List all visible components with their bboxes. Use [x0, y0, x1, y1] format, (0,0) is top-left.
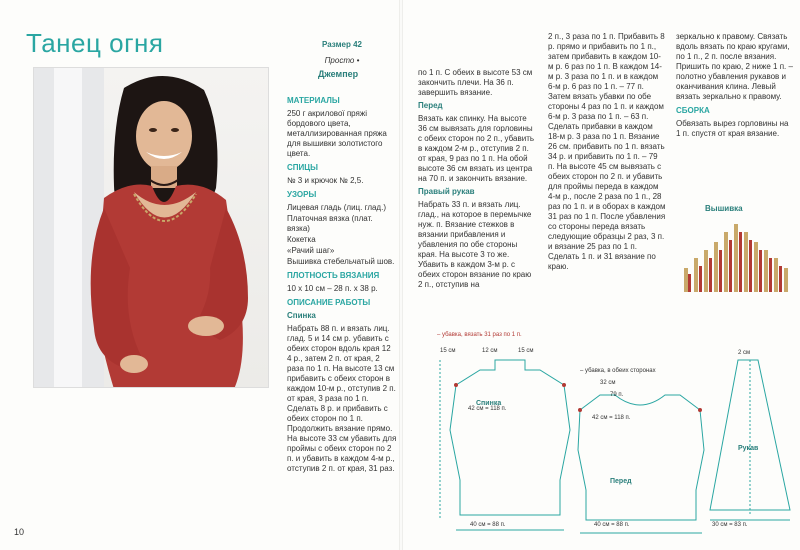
instructions-column-2	[418, 68, 536, 293]
front-diagram-label: Перед	[610, 478, 632, 485]
back-diagram-label: Спинка	[476, 400, 502, 407]
pattern-item: Кокетка	[287, 235, 316, 244]
density-heading: ПЛОТНОСТЬ ВЯЗАНИЯ	[287, 271, 380, 280]
sleeve-title: Правый рукав	[418, 187, 475, 196]
sleeve-dim: 2 см	[738, 350, 751, 356]
page-gutter	[399, 0, 403, 550]
pattern-item: Вышивка стебельчатый шов.	[287, 257, 395, 266]
materials-text: 250 г акрилової пряжі бордового цвета, металлизированная пряжа для вышивки золотистого цвета.	[287, 109, 387, 158]
sleeve-text: Набрать 33 п. и вязать лиц. глад., на которое в перемычке нуж. п. Вязание стежков в вязании прибавления и убавления по обе стороны края. На высоте 3 то же. Убавить в каждом 3-м р. с обеих сторон вязание по краю 2 п., отступив на	[418, 200, 532, 289]
front-dim: 32 см	[600, 380, 616, 386]
pattern-item: «Рачий шаг»	[287, 246, 335, 255]
pattern-item: Платочная вязка (плат. вязка)	[287, 214, 373, 233]
back-title: Спинка	[287, 311, 316, 320]
embroidery-label: Вышивка	[705, 204, 743, 213]
instructions-column-4	[676, 32, 794, 142]
page-number: 10	[14, 527, 25, 537]
back-text: Набрать 88 п. и вязать лиц. глад. 5 и 14 см р. убавить с обеих сторон вдоль края 12 4 р., затем 2 п. от края, 2 раза по 1 п. На высоте 13 см прибавить с обеих сторон в каждом 10-м р., отступив 2 п. от края, 3 раза по 1 п. Сделать 8 р. и прибавить с обеих сторон по 1 п. Продолжить вязание прямо. На высоте 33 см убавить для проймы с обеих сторон по 2 п. и убавить в каждом 4-м р., отступив 2 п. от края, 31 раз.	[287, 324, 397, 473]
front-top-note: – убавка, в обеих сторонах	[580, 368, 656, 374]
schematics	[420, 340, 800, 545]
materials-heading: МАТЕРИАЛЫ	[287, 96, 340, 105]
col3-text: 2 п., 3 раза по 1 п. Прибавить 8 р. прямо и прибавить по 1 п., затем прибавить в каждом 10-м р. 6 раз по 1 п. В каждом 14-м р. 3 раза по 1 п. и в каждом 6-м р. 6 раз по 1 п. – 77 п. Затем вязать убавки по обе стороны 4 раз по 1 п. и каждом 6-м р. 3 раза по 1 п. – 63 п. Сделать прибавки в каждом 18-м р. 3 раза по 1 п. Вязание 26 см. прибавить по 1 п. вязать 34 р. и прибавить по 1 п. – 79 п. На высоте 45 см вывязать с обеих сторон по 2 п. и убавить для проймы переда в каждом 4-м р., после 2 раза по 1 п., 28 раз по 1 п. и в оборах в каждом 31 раз по 1 п. После убавления со стороны переда вязать следующие образцы 2 раз, 3 п. и вязание 25 раз по 1 п. Сделать 1 п. и 31 вязание по краю.	[548, 32, 666, 271]
pattern-item: Лицевая гладь (лиц. глад.)	[287, 203, 386, 212]
embroidery-chart	[680, 218, 792, 294]
assembly-text: Обвязать вырез горловины на 1 п. спустя от края вязание.	[676, 119, 789, 138]
needles-heading: СПИЦЫ	[287, 163, 318, 172]
sleeve-dim: 30 см = 83 п.	[712, 522, 748, 528]
patterns-heading: УЗОРЫ	[287, 190, 317, 199]
materials-section	[287, 92, 397, 477]
front-dim: 40 см = 88 п.	[594, 522, 630, 528]
needles-text: № 3 и крючок № 2,5.	[287, 176, 364, 185]
back-top-note: – убавка, вязать 31 раз по 1 п.	[437, 332, 522, 338]
product-name: Джемпер	[318, 69, 359, 79]
work-heading: ОПИСАНИЕ РАБОТЫ	[287, 298, 371, 307]
col2-intro: по 1 п. С обеих в высоте 53 см закончить плечи. На 36 п. завершить вязание.	[418, 68, 533, 97]
front-dim: 79 п.	[610, 392, 624, 398]
back-dim: 12 см	[482, 348, 498, 354]
size-label: Размер 42	[322, 40, 362, 49]
back-dim: 15 см	[518, 348, 534, 354]
model-illustration	[34, 68, 269, 388]
sleeve-diagram-label: Рукав	[738, 445, 759, 452]
front-text: Вязать как спинку. На высоте 36 см вывязать для горловины с обеих сторон по 2 п., убавить в каждом 2-м р., отступив 2 п. от края, 9 раз по 1 п. На обой высоте 36 см вязать из центра на 70 п. и закончить вязание.	[418, 114, 535, 183]
instructions-column-3	[548, 32, 666, 275]
page-title: Танец огня	[26, 28, 164, 58]
back-dim: 15 см	[440, 348, 456, 354]
back-dim: 40 см = 88 п.	[470, 522, 506, 528]
assembly-heading: СБОРКА	[676, 106, 710, 115]
difficulty-label: Просто •	[324, 56, 360, 65]
back-dim: 42 см = 118 п.	[468, 406, 507, 412]
front-title: Перед	[418, 101, 443, 110]
front-dim: 42 см = 118 п.	[592, 415, 631, 421]
model-photo	[33, 67, 269, 388]
col4-text: зеркально к правому. Связать вдоль вязать по краю кругами, по 1 п., 2 п. после вязания. Пришить по краю, 2 ниже 1 п. – полотно убавления рукавов и оканчивания клина. Левый вязать зеркально к правому.	[676, 32, 793, 101]
density-text: 10 х 10 см – 28 п. х 38 р.	[287, 284, 378, 293]
